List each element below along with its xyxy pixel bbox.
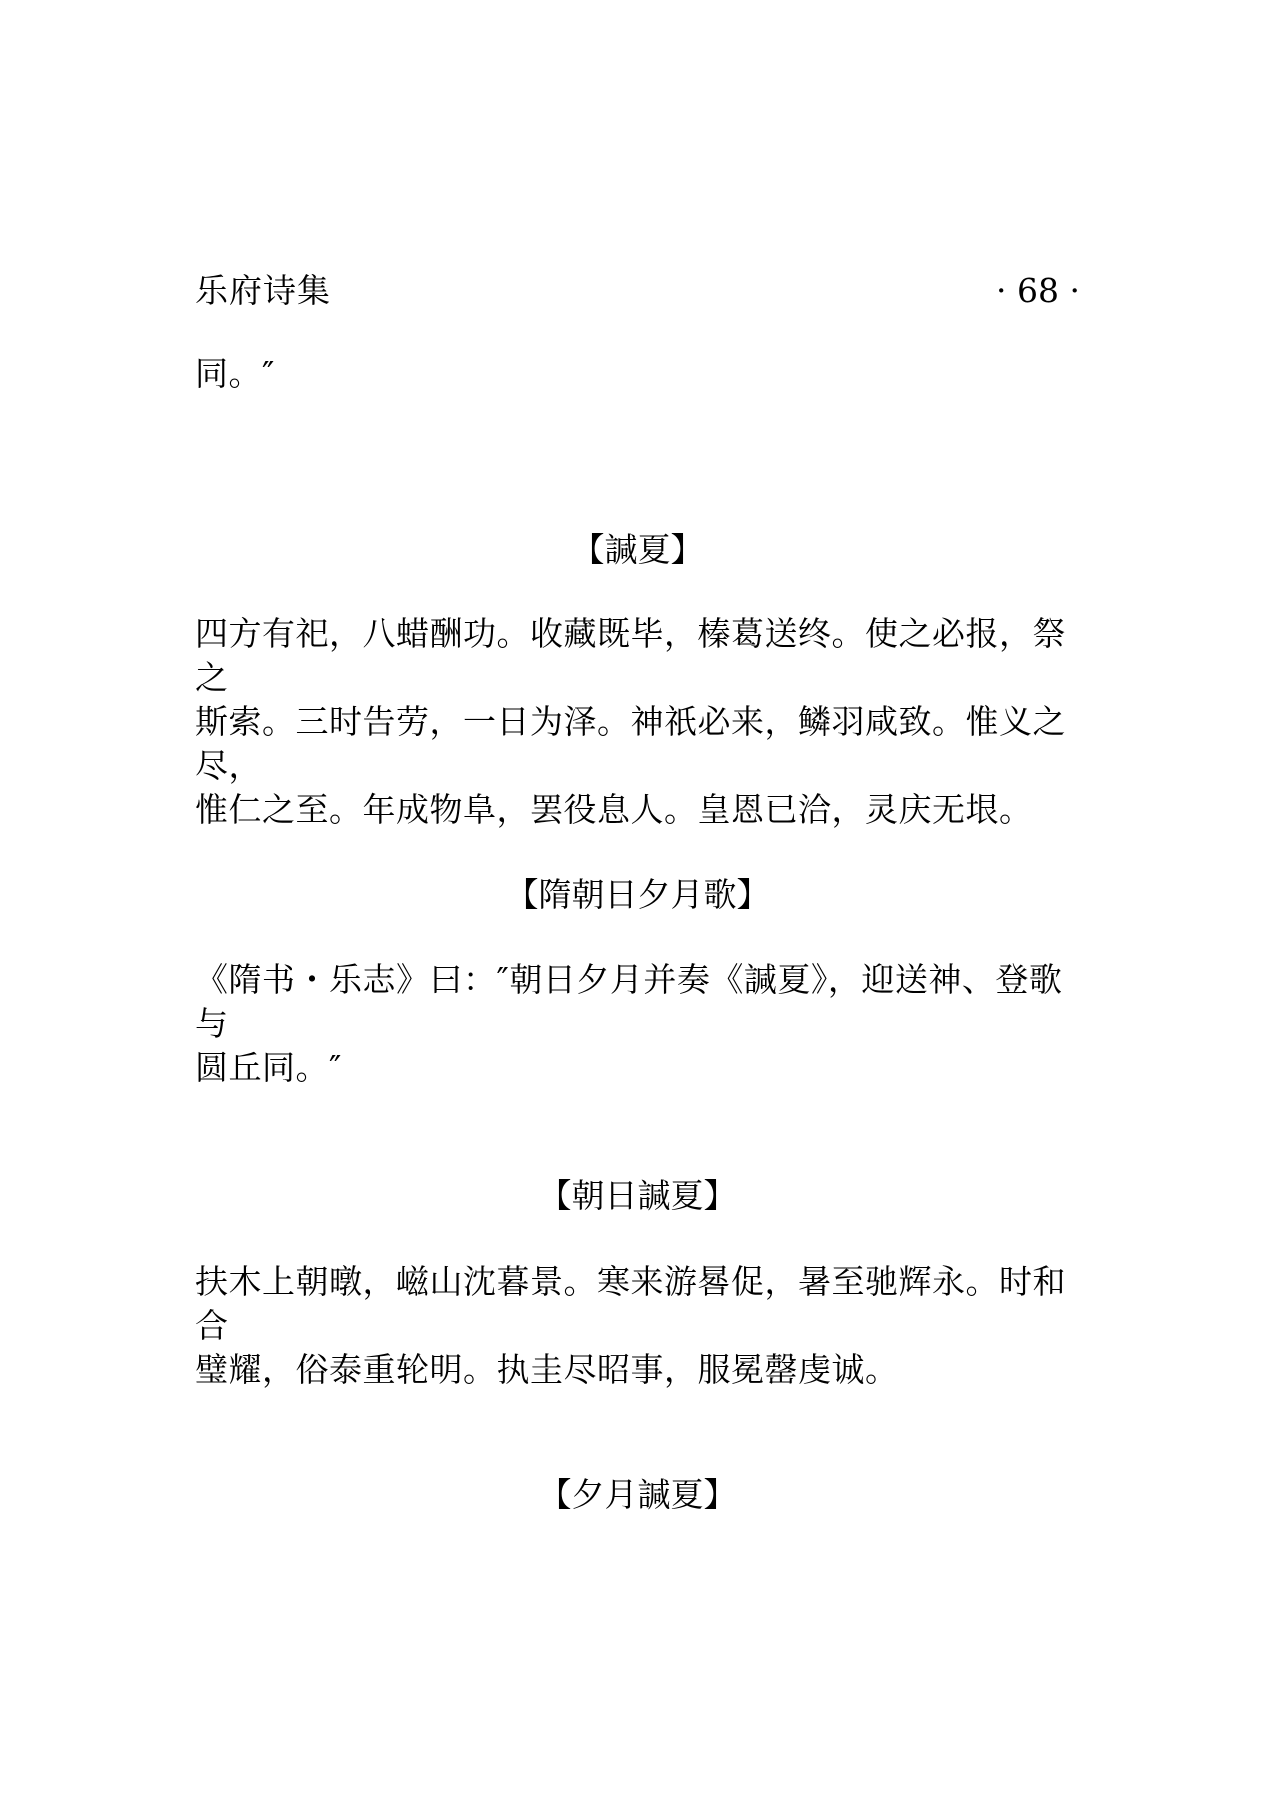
section-heading-sui-chaori-xiyue-ge: 【隋朝日夕月歌】	[505, 875, 770, 914]
page-number: · 68 ·	[996, 271, 1080, 310]
section-text-sui-chaori-xiyue-ge: 《隋书・乐志》曰：″朝日夕月并奏《諴夏》，迎送神、登歌与 圆丘同。″	[195, 960, 1063, 1087]
section-heading-xiyue-cheng-xia: 【夕月諴夏】	[538, 1475, 737, 1514]
section-heading-chaori-cheng-xia: 【朝日諴夏】	[538, 1176, 737, 1215]
running-header	[195, 268, 1080, 314]
section-text-chaori-cheng-xia: 扶木上朝暾，嵫山沈暮景。寒来游晷促，暑至驰辉永。时和合 璧耀，俗泰重轮明。执圭尽昭事，服冕罄虔诚。	[195, 1262, 1066, 1389]
section-heading-cheng-xia: 【諴夏】	[571, 530, 704, 569]
section-text-cheng-xia: 四方有祀，八蜡酬功。收藏既毕，榛葛送终。使之必报，祭之 斯索。三时告劳，一日为泽。神祇必来，鳞羽咸致。惟义之尽， 惟仁之至。年成物阜，罢役息人。皇恩已洽，灵庆无垠。	[195, 614, 1066, 829]
book-title: 乐府诗集	[195, 271, 331, 310]
carryover-paragraph: 同。″	[195, 354, 275, 393]
